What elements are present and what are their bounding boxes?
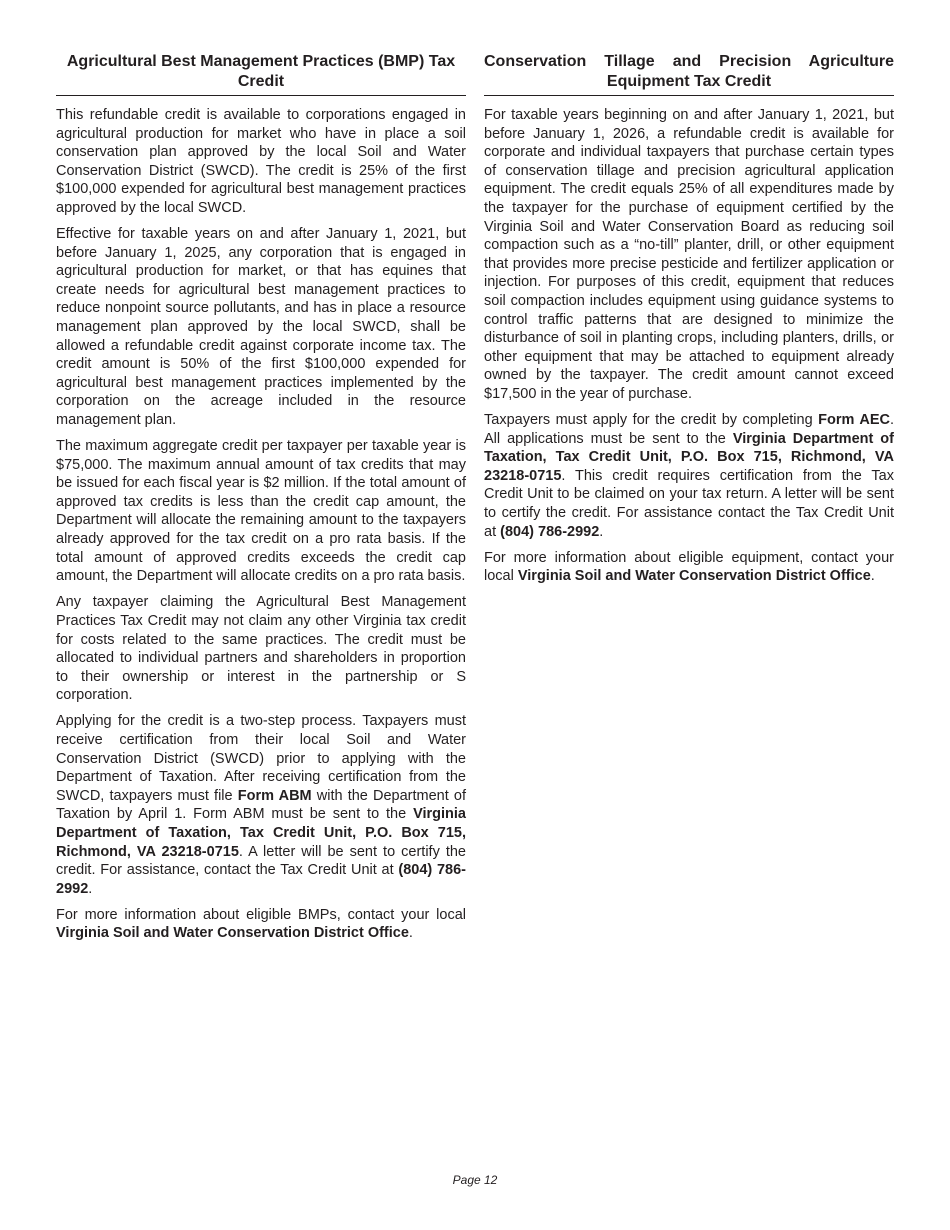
tillage-paragraph-2: Taxpayers must apply for the credit by completing Form AEC. All applications must be sent to the Virginia Department of Taxation, Tax Credit Unit, P.O. Box 715, Richmond, VA 23218-0715. This credit requires certification from the Tax Credit Unit to be claimed on your tax return. A letter will be sent to certify the credit. For assistance contact the Tax Credit Unit at (804) 786-2992. bbox=[484, 412, 894, 540]
phone-number: (804) 786-2992 bbox=[56, 862, 467, 897]
bmp-section-title: Agricultural Best Management Practices (BMP) Tax Credit bbox=[56, 52, 466, 96]
left-column bbox=[56, 52, 466, 951]
form-abm: Form ABM bbox=[237, 787, 312, 804]
mailing-address: Virginia Department of Taxation, Tax Credit Unit, P.O. Box 715, Richmond, VA 23218-0715 bbox=[56, 806, 466, 860]
bmp-paragraph-1: This refundable credit is available to corporations engaged in agricultural production for market who have in place a soil conservation plan approved by the local Soil and Water Conservation District (SWCD). The credit is 25% of the first $100,000 expended for agricultural best management practices approved by the local SWCD. bbox=[56, 107, 466, 216]
bmp-paragraph-5: Applying for the credit is a two-step process. Taxpayers must receive certification from their local Soil and Water Conservation District (SWCD) prior to applying with the Department of Taxation. After receiving certification from the SWCD, taxpayers must file Form ABM with the Department of Taxation by April 1. Form ABM must be sent to the Virginia Department of Taxation, Tax Credit Unit, P.O. Box 715, Richmond, VA 23218-0715. A letter will be sent to certify the credit. For assistance, contact the Tax Credit Unit at (804) 786-2992. bbox=[56, 713, 467, 897]
district-office: Virginia Soil and Water Conservation District Office bbox=[517, 568, 871, 585]
right-column bbox=[484, 52, 894, 593]
district-office: Virginia Soil and Water Conservation District Office bbox=[56, 925, 409, 942]
tillage-paragraph-1: For taxable years beginning on and after January 1, 2021, but before January 1, 2026, a refundable credit is available for corporate and individual taxpayers that purchase certain types of conservation tillage and precision agricultural application equipment. The credit equals 25% of all expenditures made by the taxpayer for the purchase of equipment certified by the Virginia Soil and Water Conservation Board as reducing soil compaction such as a “no-till” planter, drill, or other equipment that provides more precise pesticide and fertilizer application or injection. For purposes of this credit, equipment that reduces soil compaction includes equipment using guidance systems to control traffic patterns that are designed to minimize the disturbance of soil in planting crops, including planters, drills, or other equipment that may be attached to equipment already owned by the taxpayer. The credit amount cannot exceed $17,500 in the year of purchase. bbox=[484, 107, 894, 402]
tillage-section-body bbox=[484, 106, 894, 586]
tillage-section-title: Conservation Tillage and Precision Agriculture Equipment Tax Credit bbox=[484, 52, 894, 96]
mailing-address: Virginia Department of Taxation, Tax Credit Unit, P.O. Box 715, Richmond, VA 23218-0715 bbox=[484, 430, 894, 484]
tillage-paragraph-3: For more information about eligible equipment, contact your local Virginia Soil and Water Conservation District Office. bbox=[484, 549, 894, 585]
bmp-paragraph-6: For more information about eligible BMPs, contact your local Virginia Soil and Water Conservation District Office. bbox=[56, 906, 466, 942]
form-aec: Form AEC bbox=[818, 412, 890, 428]
bmp-section-body bbox=[56, 106, 466, 943]
phone-number: (804) 786-2992 bbox=[500, 523, 600, 540]
bmp-paragraph-2: Effective for taxable years on and after January 1, 2021, but before January 1, 2025, any corporation that is engaged in agricultural production for market, or that has equines that create needs for agricultural best management practices to reduce nonpoint source pollutants, and has in place a resource management plan approved by the local SWCD, shall be allowed a refundable credit against corporate income tax. The credit amount is 50% of the first $100,000 expended for agricultural best management practices implemented by the corporation on the acreage included in the resource management plan. bbox=[56, 226, 466, 428]
bmp-paragraph-3: The maximum aggregate credit per taxpayer per taxable year is $75,000. The maximum annual amount of tax credits that may be issued for each fiscal year is $2 million. If the total amount of approved tax credits is less than the credit cap amount, the Department will allocate the remaining amount to the taxpayers already approved for the tax credit on a pro rata basis. If the total amount of approved credits exceeds the credit cap amount, the Department will allocate credits on a pro rata basis. bbox=[56, 438, 466, 585]
page-number: Page 12 bbox=[452, 1173, 498, 1187]
bmp-paragraph-4: Any taxpayer claiming the Agricultural Best Management Practices Tax Credit may not claim any other Virginia tax credit for costs related to the same practices. The credit must be allocated to individual partners and shareholders in proportion to their ownership or interest in the partnership or S corporation. bbox=[56, 594, 466, 704]
